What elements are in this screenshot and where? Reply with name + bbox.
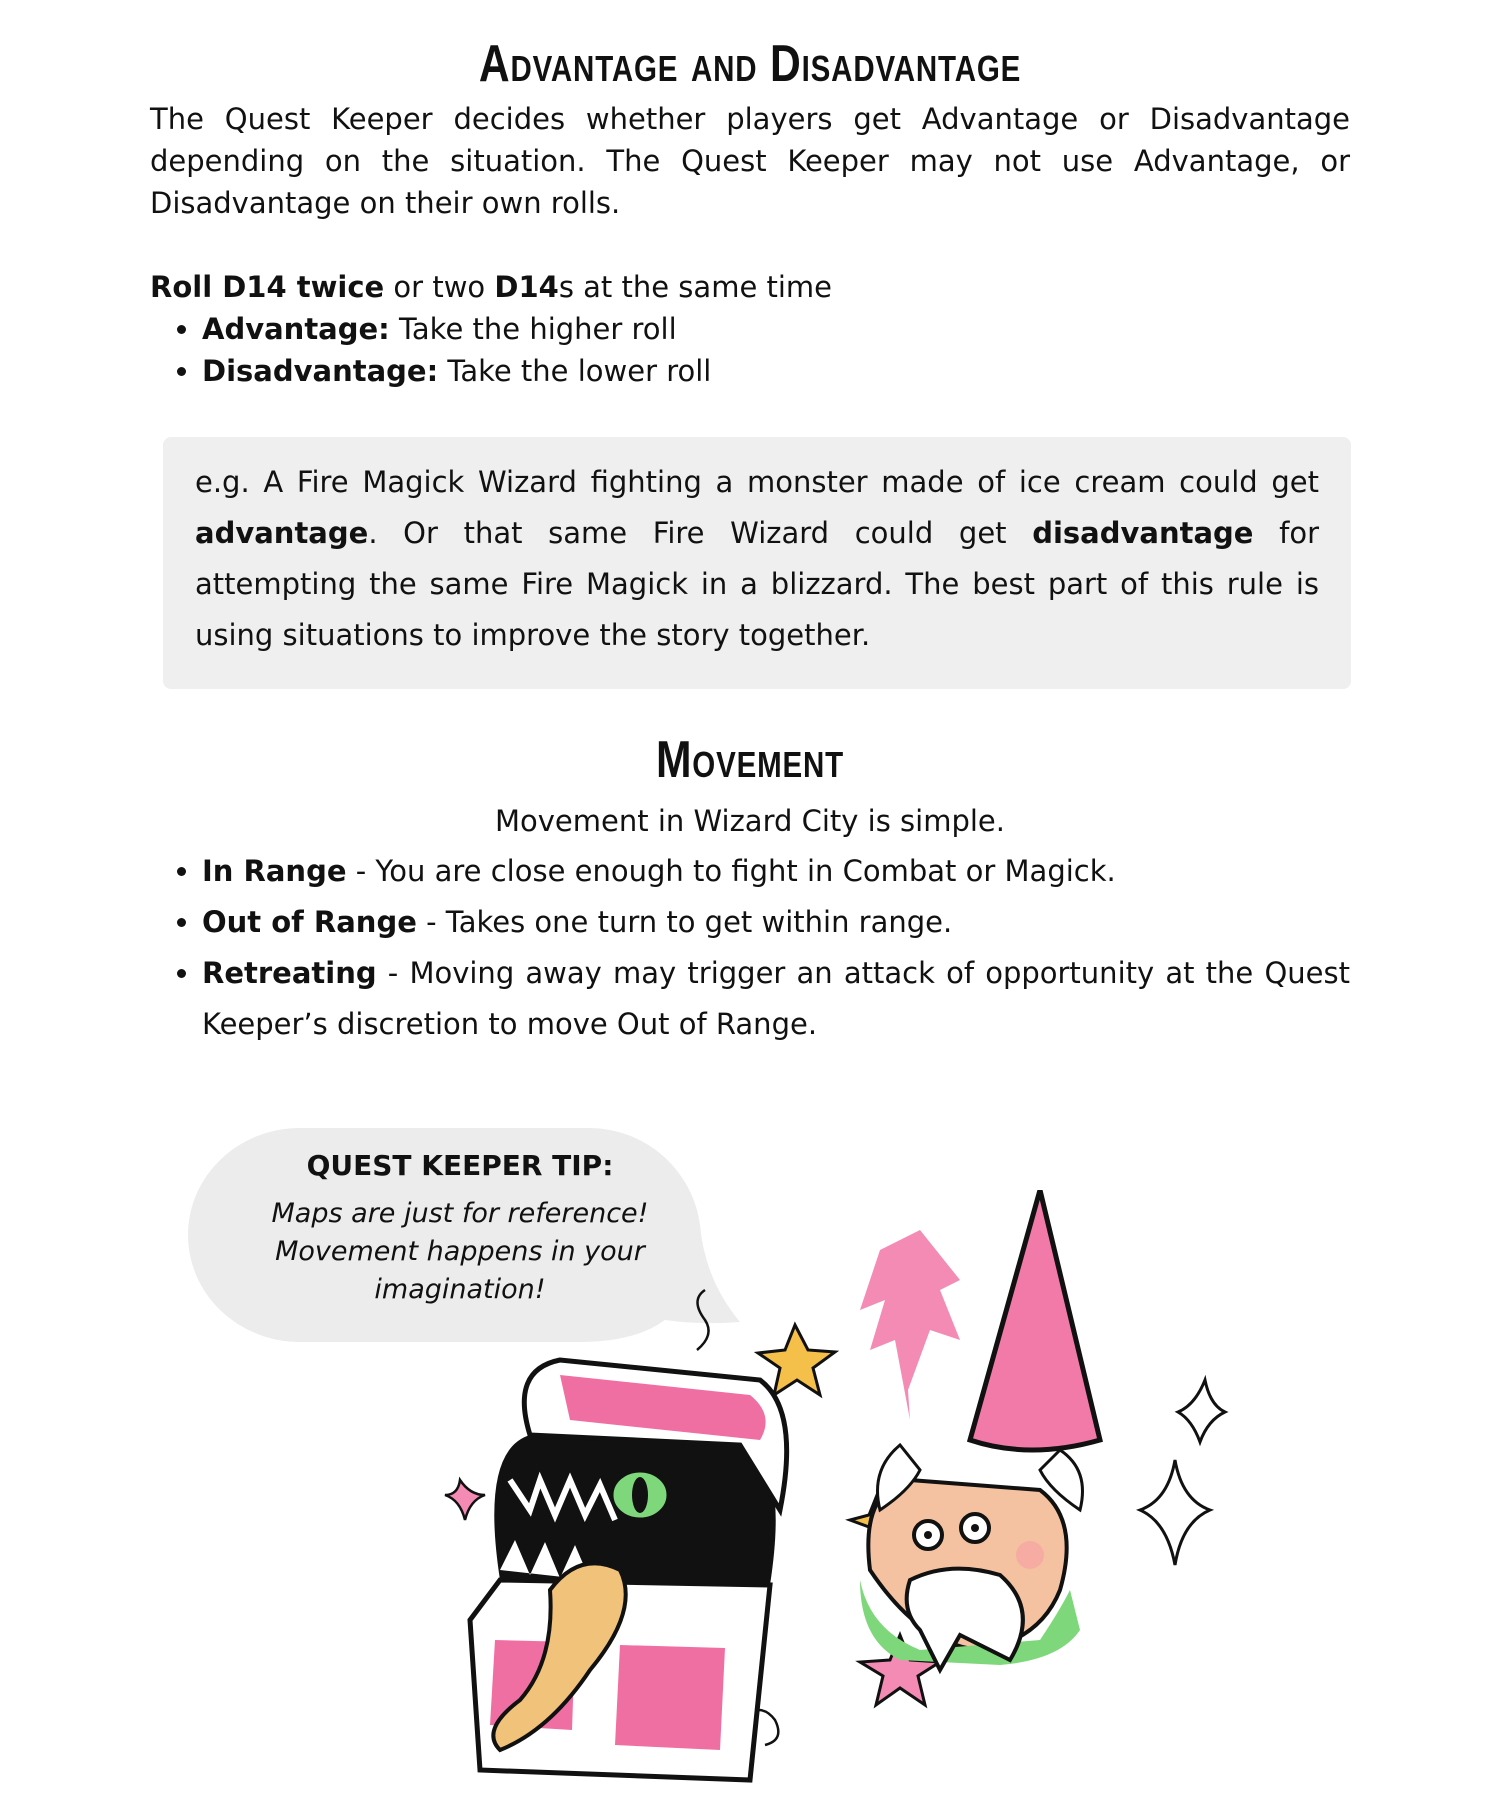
list-item (202, 948, 1350, 1050)
list-item-term: Out of Range (202, 905, 417, 939)
list-item-term: In Range (202, 854, 347, 888)
list-item (202, 897, 1350, 948)
movement-list (150, 846, 1350, 1050)
example-bold-advantage: advantage (195, 516, 369, 550)
roll-text-1: or two (384, 270, 495, 304)
lightning-bolt-icon (860, 1230, 960, 1420)
tip-line-2: Movement happens in your (275, 1236, 645, 1267)
example-text-1: e.g. A Fire Magick Wizard fighting a monster made of ice cream could get (195, 465, 1319, 499)
tip-line-1: Maps are just for reference! (271, 1198, 649, 1229)
advantage-heading: Advantage and Disadvantage (478, 35, 1022, 93)
roll-text-2: s at the same time (558, 270, 833, 304)
roll-instruction (150, 266, 832, 308)
roll-bold-2: D14 (494, 270, 559, 304)
illustration (440, 1190, 1280, 1790)
list-item-desc: - Moving away may trigger an attack of opportunity at the Quest Keeper’s discretion to move Out of Range. (202, 956, 1350, 1041)
list-item (202, 308, 1402, 350)
star-icon (758, 1325, 835, 1395)
list-item-desc: Take the lower roll (438, 354, 712, 388)
advantage-intro: The Quest Keeper decides whether players get Advantage or Disadvantage depending on the situation. The Quest Keeper may not use Advantage, or Disadvantage on their own rolls. (150, 102, 1350, 220)
list-item-term: Advantage: (202, 312, 390, 346)
example-bold-disadvantage: disadvantage (1032, 516, 1254, 550)
list-item-desc: Take the higher roll (389, 312, 677, 346)
tip-line-3: imagination! (374, 1274, 546, 1305)
movement-heading: Movement (655, 731, 845, 789)
example-text-2: . Or that same Fire Wizard could get (368, 516, 1033, 550)
list-item-term: Disadvantage: (202, 354, 439, 388)
list-item (202, 846, 1350, 897)
example-text-3: for attempting the same Fire Magick in a blizzard. The best part of this rule is using situations to improve the story together. (195, 516, 1319, 652)
list-item-term: Retreating (202, 956, 377, 990)
list-item-desc: - Takes one turn to get within range. (416, 905, 953, 939)
list-item-desc: - You are close enough to fight in Combat or Magick. (346, 854, 1116, 888)
example-box (163, 437, 1351, 689)
movement-intro: Movement in Wizard City is simple. (495, 804, 1005, 838)
tip-title: QUEST KEEPER TIP: (306, 1149, 614, 1182)
list-item (202, 350, 1402, 392)
roll-bold-1: Roll D14 twice (150, 270, 385, 304)
mimic-chest-icon (470, 1360, 787, 1780)
advantage-list (150, 308, 1402, 392)
